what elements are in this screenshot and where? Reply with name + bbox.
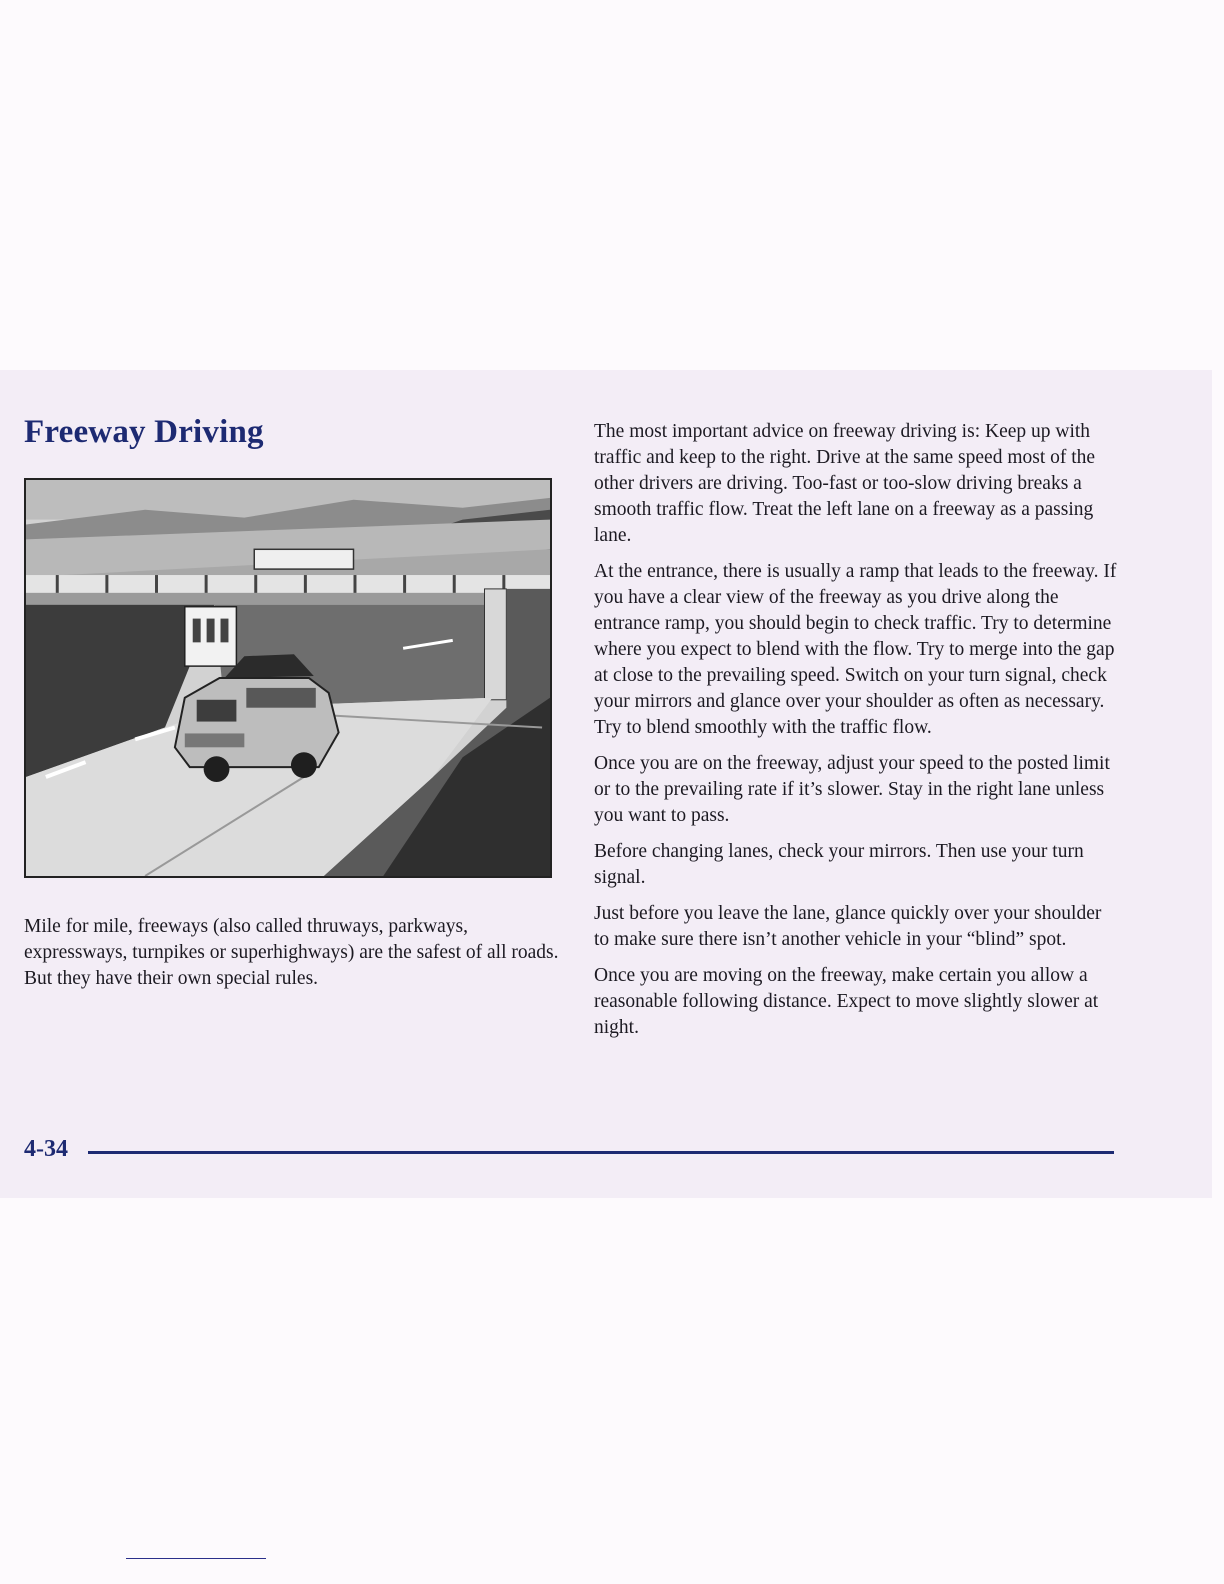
paragraph-changing-lanes: Before changing lanes, check your mirrors. Then use your turn signal.: [594, 841, 1084, 888]
paragraph-blind-spot: Just before you leave the lane, glance quickly over your shoulder to make sure there isn’t another vehicle in your “blind” spot.: [594, 903, 1102, 950]
intro-paragraph: Mile for mile, freeways (also called thruways, parkways, expressways, turnpikes or superhighways) are the safest of all roads. But they have their own special rules.: [24, 916, 559, 989]
bottom-divider: [126, 1558, 266, 1559]
section-title: Freeway Driving: [24, 414, 264, 450]
page-number: 4-34: [24, 1136, 68, 1162]
illustration-drawing: [26, 480, 550, 876]
freeway-overpass-illustration: [24, 478, 552, 878]
right-column: [594, 419, 1118, 1051]
paragraph-following-distance: Once you are moving on the freeway, make certain you allow a reasonable following distance. Expect to move slightly slower at night.: [594, 965, 1099, 1038]
footer-rule: [88, 1151, 1114, 1154]
paragraph-entrance: At the entrance, there is usually a ramp that leads to the freeway. If you have a clear view of the freeway as you drive along the entrance ramp, you should begin to check traffic. Try to determine where you expect to blend with the flow. Try to merge into the gap at close to the prevailing speed. Switch on your turn signal, check your mirrors and glance over your shoulder as often as necessary. Try to blend smoothly with the traffic flow.: [594, 561, 1117, 738]
paragraph-speed: Once you are on the freeway, adjust your speed to the posted limit or to the prevailing rate if it’s slower. Stay in the right lane unless you want to pass.: [594, 753, 1110, 826]
paragraph-advice: The most important advice on freeway driving is: Keep up with traffic and keep to the right. Drive at the same speed most of the other drivers are driving. Too-fast or too-slow driving breaks a smooth traffic flow. Treat the left lane on a freeway as a passing lane.: [594, 421, 1096, 546]
